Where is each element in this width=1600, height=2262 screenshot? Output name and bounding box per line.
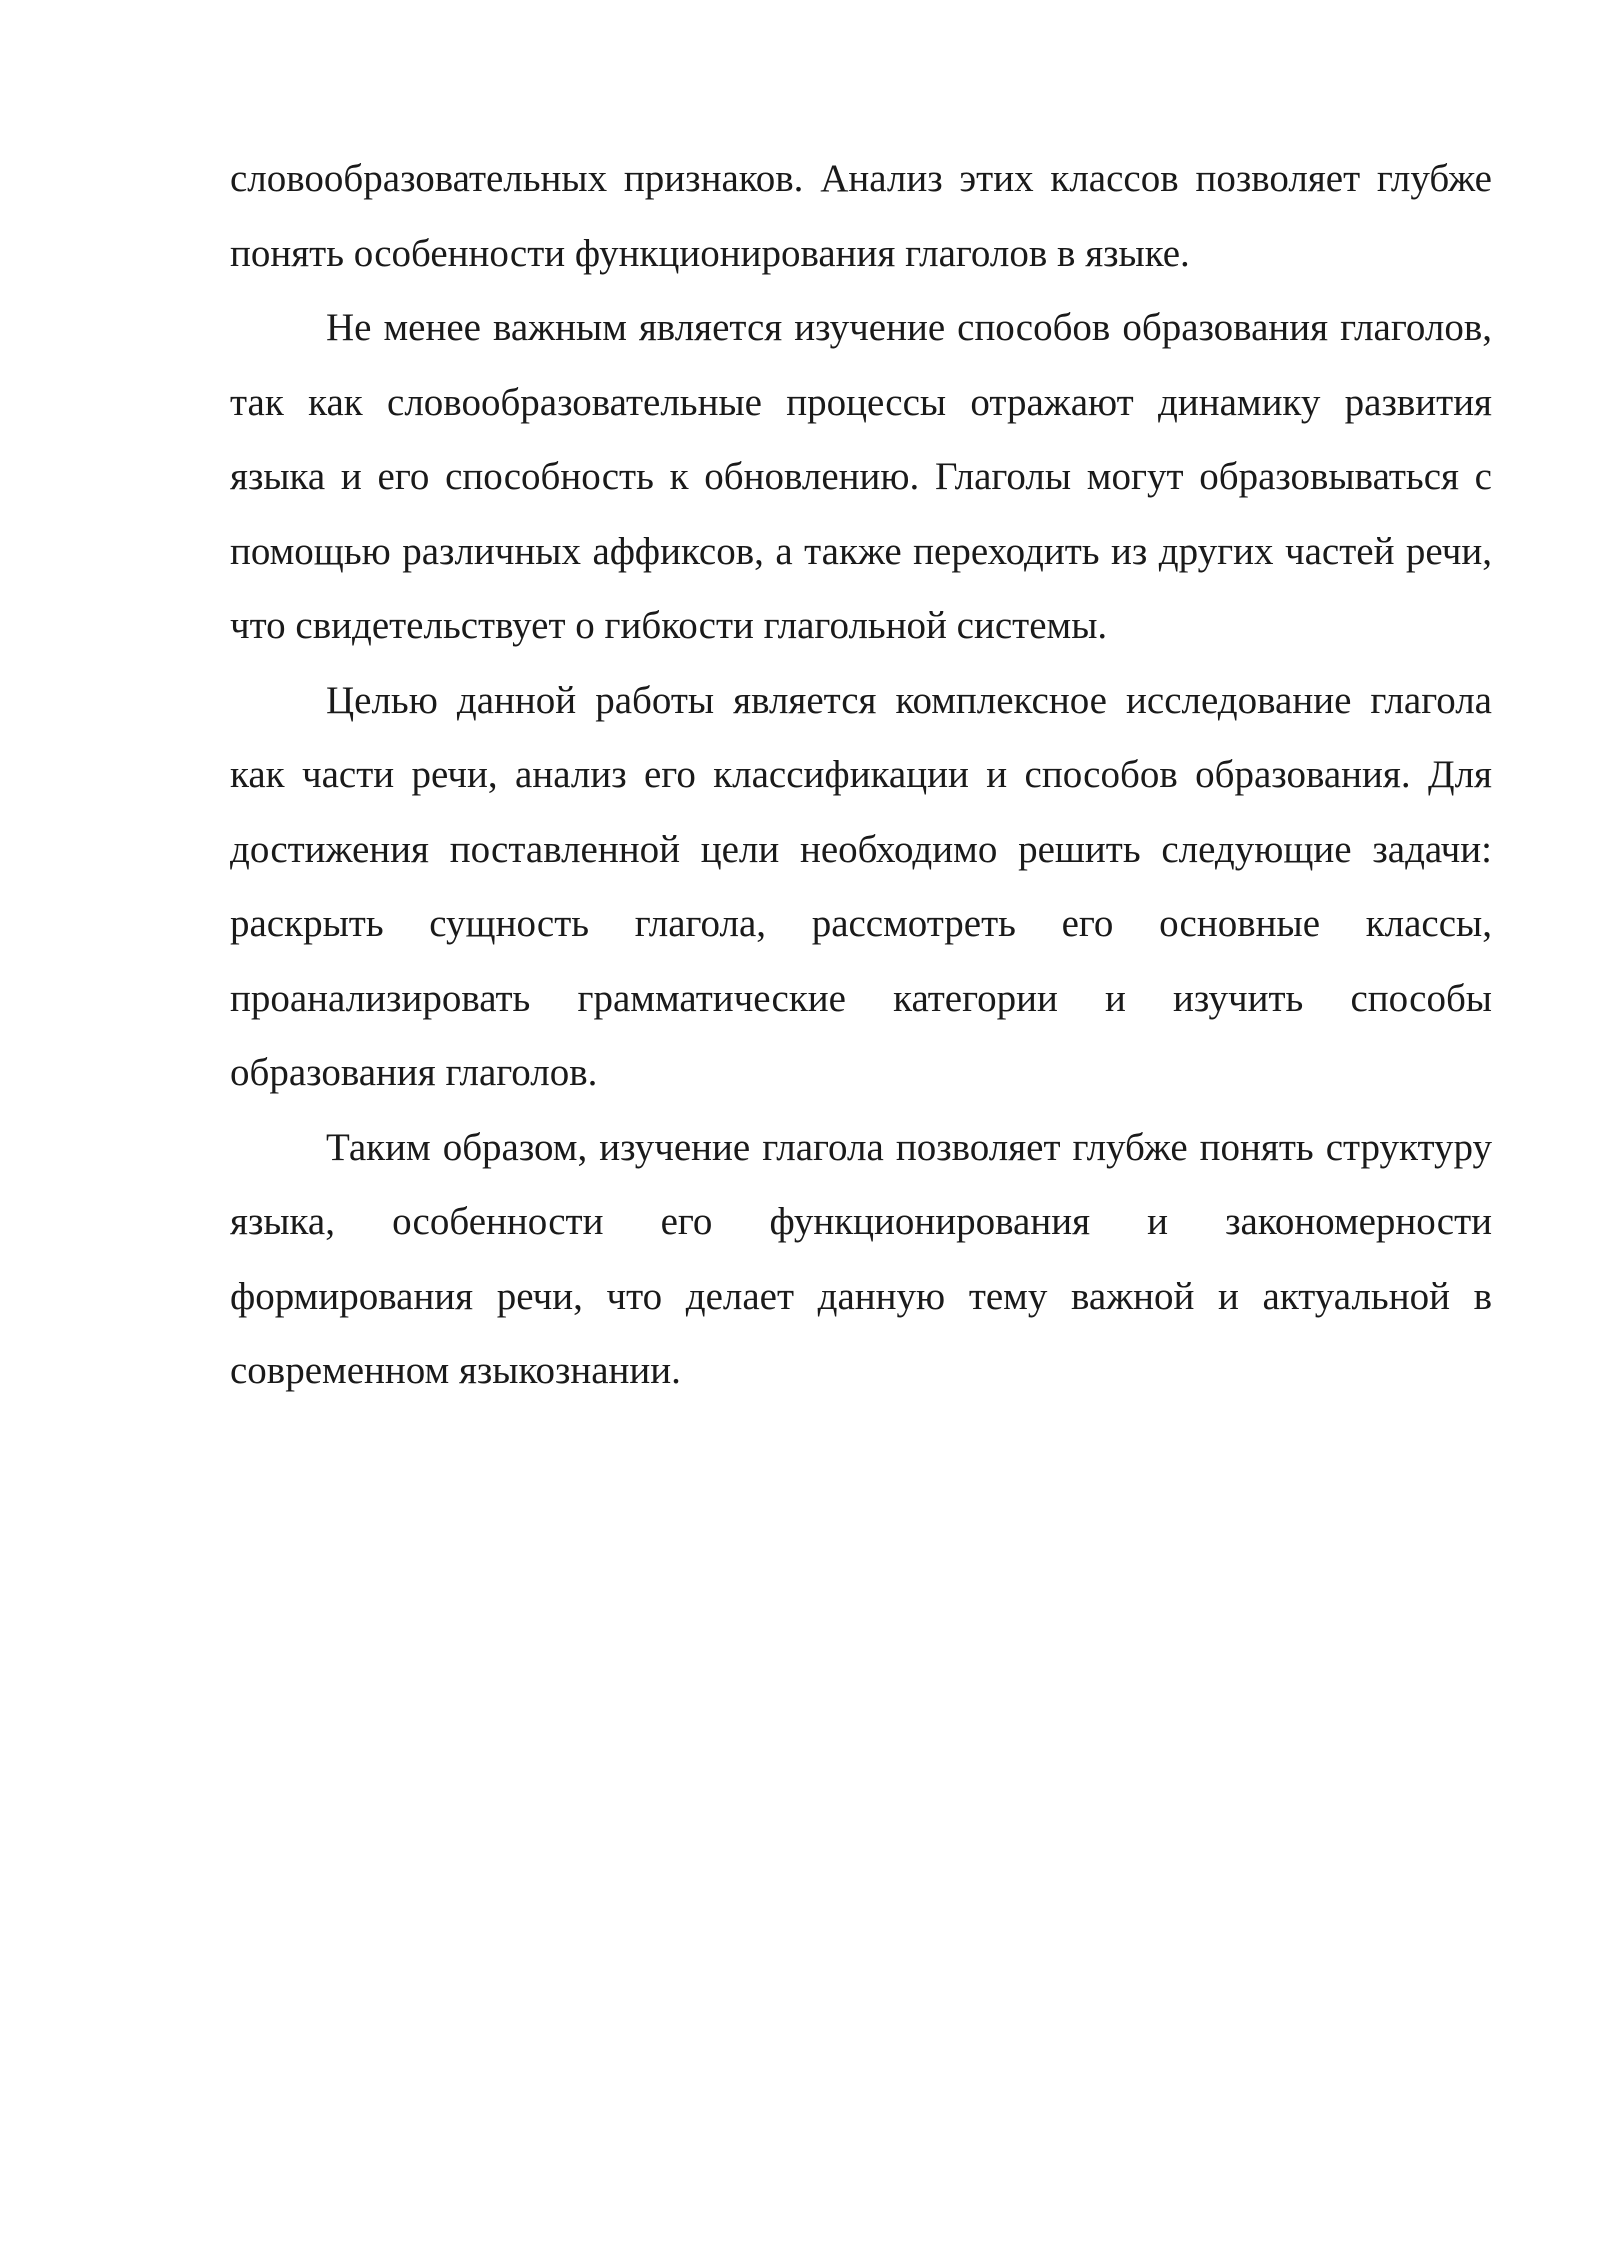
paragraph-1: словообразовательных признаков. Анализ этих классов позволяет глубже понять особенности функционирования глаголов в языке. [230,157,1492,275]
paragraph-4: Таким образом, изучение глагола позволяет глубже понять структуру языка, особенности его функционирования и закономерности формирования речи, что делает данную тему важной и актуальной в современном языкознании. [230,1125,1492,1392]
document-body [230,142,1492,1409]
paragraph-3: Целью данной работы является комплексное исследование глагола как части речи, анализ его классификации и способов образования. Для достижения поставленной цели необходимо решить следующие задачи: раскрыть сущность глагола, рассмотреть его основные классы, проанализировать грамматические категории и изучить способы образования глаголов. [230,678,1492,1094]
paragraph-2: Не менее важным является изучение способов образования глаголов, так как словообразовательные процессы отражают динамику развития языка и его способность к обновлению. Глаголы могут образовываться с помощью различных аффиксов, а также переходить из других частей речи, что свидетельствует о гибкости глагольной системы. [230,306,1492,647]
